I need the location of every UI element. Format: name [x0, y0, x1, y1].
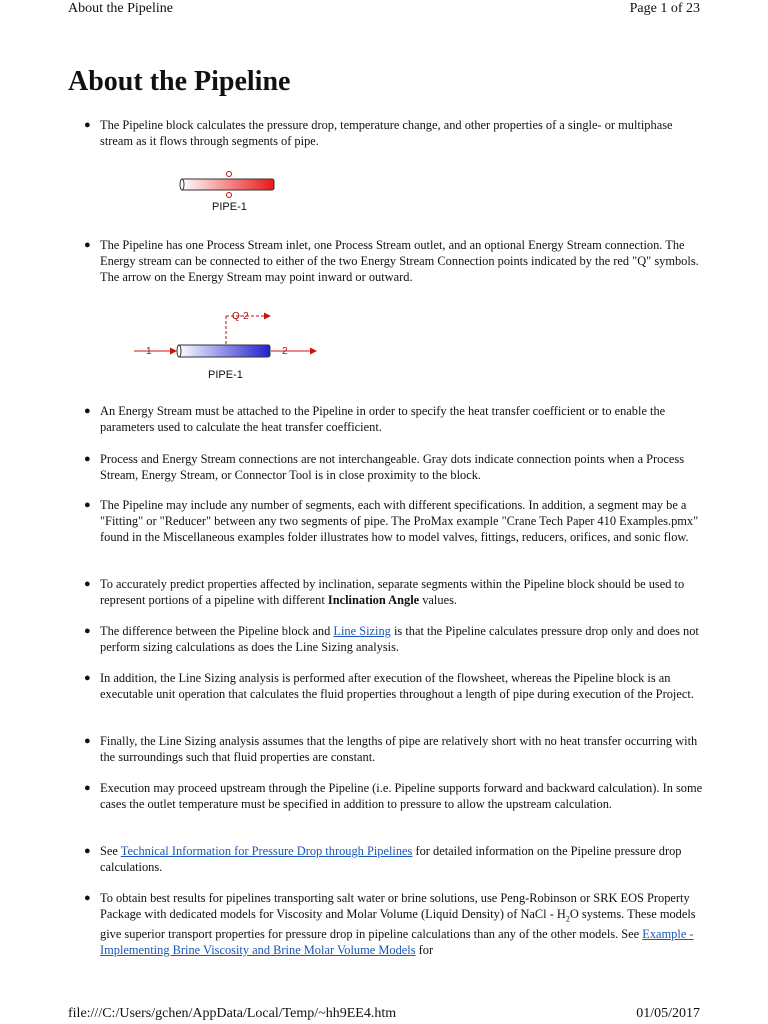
bullet-icon: ●	[84, 119, 91, 131]
list-item	[84, 118, 704, 150]
q-connection-point-bottom-icon	[227, 193, 232, 198]
page-number: Page 1 of 23	[629, 1, 700, 16]
list-item	[84, 404, 704, 436]
energy-stream-label: Q-2	[232, 311, 249, 322]
bullet-icon: ●	[84, 672, 91, 684]
list-item-text: The Pipeline has one Process Stream inlet, one Process Stream outlet, and an optional Energy Stream connection. The Energy stream can be connected to either of the two Energy Stream Connection points indicated by the red "Q" symbols. The arrow on the Energy Stream may point inward or outward.	[100, 238, 699, 284]
list-item	[84, 781, 704, 813]
list-item	[84, 498, 704, 545]
list-item-text: Execution may proceed upstream through the Pipeline (i.e. Pipeline supports forward and backward calculation). In some cases the outlet temperature must be specified in addition to pressure to allow the upstream calculation.	[100, 781, 703, 811]
bullet-icon: ●	[84, 239, 91, 251]
pipe-label: PIPE-1	[208, 369, 243, 381]
list-item-text: To accurately predict properties affected by inclination, separate segments within the Pipeline block should be used to represent portions of a pipeline with different Inclination Angle values.	[100, 577, 685, 607]
inlet-stream-label: 1	[146, 346, 152, 357]
bullet-icon: ●	[84, 405, 91, 417]
outlet-stream-label: 2	[282, 346, 288, 357]
list-item-text: The Pipeline may include any number of segments, each with different specifications. In addition, a segment may be a "Fitting" or "Reducer" between any two segments of pipe. The ProMax example "Crane Tech Paper 410 Examples.pmx" found in the Miscellaneous examples folder illustrates how to model valves, fittings, reducers, orifices, and sonic flow.	[100, 498, 699, 544]
pipe-body[interactable]	[181, 179, 274, 190]
inclination-angle-term: Inclination Angle	[327, 592, 420, 607]
list-item	[84, 452, 704, 484]
bullet-icon: ●	[84, 892, 91, 904]
brine-example-link[interactable]: Example - Implementing Brine Viscosity and Brine Molar Volume Models	[100, 927, 694, 957]
pipe-figure-1	[176, 168, 286, 214]
page-title: About the Pipeline	[68, 66, 291, 97]
bullet-icon: ●	[84, 845, 91, 857]
list-item	[84, 577, 704, 609]
header-title: About the Pipeline	[68, 1, 173, 16]
list-item-text: See Technical Information for Pressure Drop through Pipelines for detailed information on the Pipeline pressure drop calculations.	[100, 844, 682, 874]
list-item	[84, 671, 704, 703]
list-item	[84, 734, 704, 766]
q-connection-point-top-icon	[227, 172, 232, 177]
list-item-text: An Energy Stream must be attached to the Pipeline in order to specify the heat transfer coefficient or to enable the parameters used to calculate the heat transfer coefficient.	[100, 404, 666, 434]
footer-date: 01/05/2017	[636, 1006, 700, 1021]
line-sizing-link[interactable]: Line Sizing	[333, 624, 391, 638]
list-item-text: To obtain best results for pipelines transporting salt water or brine solutions, use Peng-Robinson or SRK EOS Property Package with dedicated models for Viscosity and Molar Volume (Liquid Density) of NaCl - $H_2O$ systems. These models give superior transport properties for pressure drop in pipeline calculations than any of the other models. See Example - Implementing Brine Viscosity and Brine Molar Volume Models for	[100, 891, 696, 957]
list-item	[84, 891, 704, 959]
list-item-text: Process and Energy Stream connections are not interchangeable. Gray dots indicate connection points when a Process Stream, Energy Stream, or Connector Tool is in close proximity to the block.	[100, 452, 685, 482]
bullet-icon: ●	[84, 782, 91, 794]
list-item-text: In addition, the Line Sizing analysis is performed after execution of the flowsheet, whereas the Pipeline block is an executable unit operation that calculates the fluid properties throughout a length of pipe during execution of the Project.	[100, 671, 694, 701]
bullet-icon: ●	[84, 625, 91, 637]
pipe-label: PIPE-1	[212, 201, 247, 213]
footer-file-path: file:///C:/Users/gchen/AppData/Local/Temp/~hh9EE4.htm	[68, 1006, 397, 1021]
list-item-text: Finally, the Line Sizing analysis assumes that the lengths of pipe are relatively short with no heat transfer occurring with the surroundings such that fluid properties are constant.	[100, 734, 698, 764]
bullet-icon: ●	[84, 453, 91, 465]
technical-information-link[interactable]: Technical Information for Pressure Drop through Pipelines	[120, 844, 413, 858]
pipe-body[interactable]	[178, 345, 270, 357]
list-item-text: The Pipeline block calculates the pressure drop, temperature change, and other properties of a single- or multiphase stream as it flows through segments of pipe.	[100, 118, 673, 148]
list-item	[84, 624, 704, 656]
bullet-icon: ●	[84, 499, 91, 511]
bullet-icon: ●	[84, 735, 91, 747]
pipe-figure-2	[132, 306, 322, 384]
list-item-text: The difference between the Pipeline block and Line Sizing is that the Pipeline calculates pressure drop only and does not perform sizing calculations as does the Line Sizing analysis.	[100, 624, 699, 654]
list-item	[84, 238, 704, 285]
bullet-icon: ●	[84, 578, 91, 590]
list-item	[84, 844, 704, 876]
